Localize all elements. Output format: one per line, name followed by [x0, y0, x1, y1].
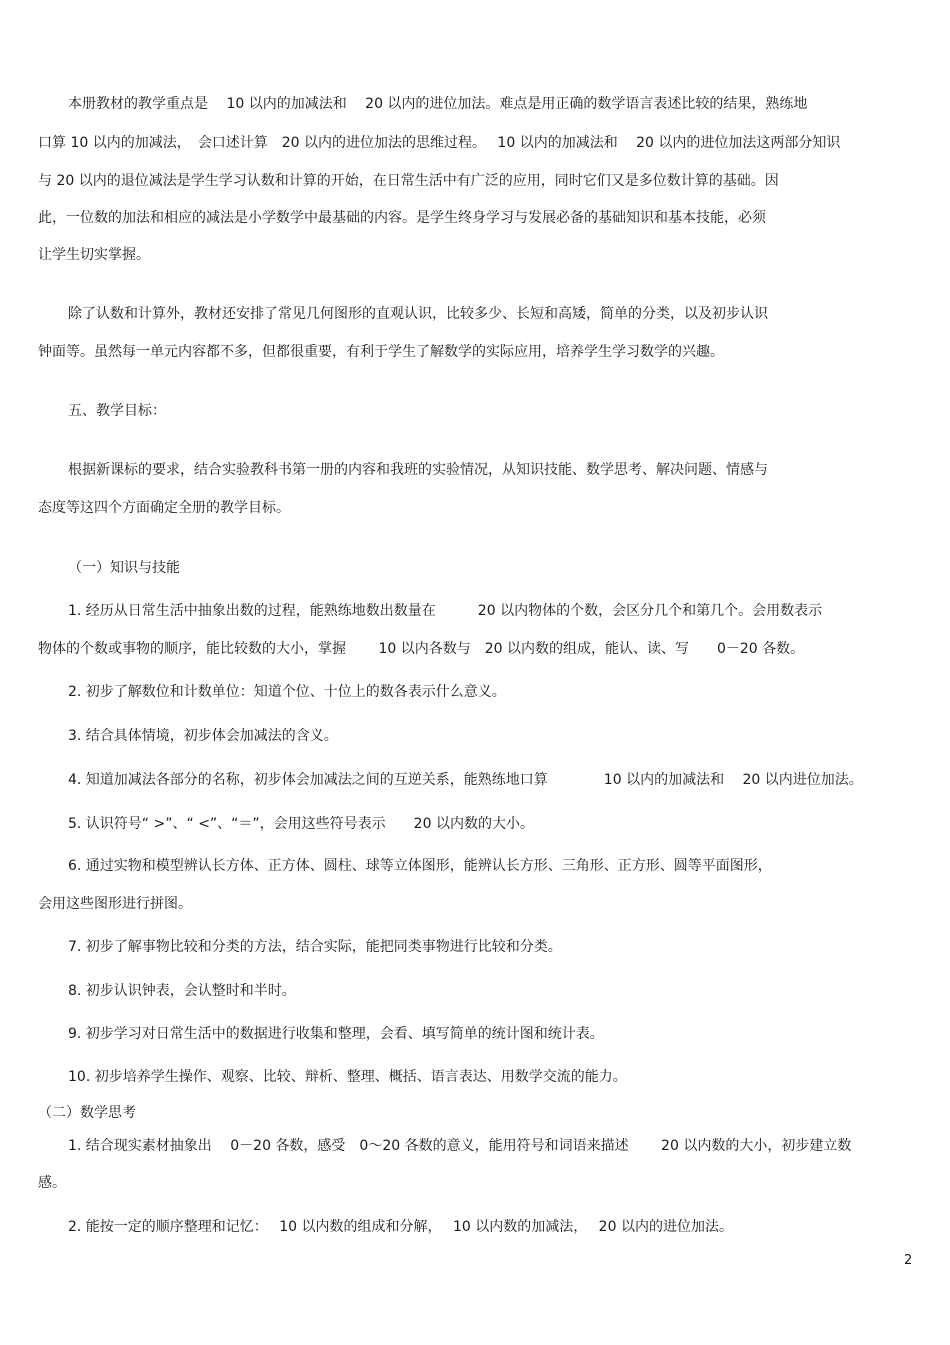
- list-item-continuation: 会用这些图形进行拼图。: [38, 896, 192, 912]
- list-item-continuation: 物体的个数或事物的顺序，能比较数的大小，掌握 10 以内各数与 20 以内数的组成，能认、读、写 0－20 各数。: [38, 641, 805, 657]
- list-item: 8. 初步认识钟表，会认整时和半时。: [68, 983, 296, 999]
- list-item: 9. 初步学习对日常生活中的数据进行收集和整理，会看、填写简单的统计图和统计表。: [68, 1026, 604, 1042]
- paragraph-line: 态度等这四个方面确定全册的教学目标。: [38, 500, 290, 516]
- list-item: 5. 认识符号“ >”、“ <”、“＝”，会用这些符号表示 20 以内数的大小。: [68, 816, 534, 832]
- paragraph-line: 与 20 以内的退位减法是学生学习认数和计算的开始，在日常生活中有广泛的应用，同时它们又是多位数计算的基础。因: [38, 173, 779, 189]
- paragraph-line: 除了认数和计算外，教材还安排了常见几何图形的直观认识，比较多少、长短和高矮，简单的分类，以及初步认识: [68, 306, 768, 322]
- paragraph-line: 口算 10 以内的加减法， 会口述计算 20 以内的进位加法的思维过程。 10 以内的加减法和 20 以内的进位加法这两部分知识: [38, 135, 841, 151]
- subsection-heading: （二）数学思考: [38, 1105, 136, 1121]
- list-item: 1. 结合现实素材抽象出 0－20 各数，感受 0～20 各数的意义，能用符号和词语来描述 20 以内数的大小，初步建立数: [68, 1138, 852, 1154]
- list-item: 10. 初步培养学生操作、观察、比较、辩析、整理、概括、语言表达、用数学交流的能力。: [68, 1069, 627, 1085]
- list-item: 1. 经历从日常生活中抽象出数的过程，能熟练地数出数量在 20 以内物体的个数，会区分几个和第几个。会用数表示: [68, 603, 823, 619]
- paragraph-line: 本册教材的教学重点是 10 以内的加减法和 20 以内的进位加法。难点是用正确的数学语言表述比较的结果，熟练地: [68, 96, 808, 112]
- list-item: 7. 初步了解事物比较和分类的方法，结合实际，能把同类事物进行比较和分类。: [68, 939, 562, 955]
- paragraph-line: 此，一位数的加法和相应的减法是小学数学中最基础的内容。是学生终身学习与发展必备的基础知识和基本技能，必须: [38, 210, 766, 226]
- paragraph-line: 根据新课标的要求，结合实验教科书第一册的内容和我班的实验情况，从知识技能、数学思考、解决问题、情感与: [68, 462, 768, 478]
- section-heading: 五、教学目标：: [68, 403, 166, 419]
- list-item: 4. 知道加减法各部分的名称，初步体会加减法之间的互逆关系，能熟练地口算 10 以内的加减法和 20 以内进位加法。: [68, 772, 863, 788]
- list-item: 3. 结合具体情境，初步体会加减法的含义。: [68, 728, 338, 744]
- subsection-heading: （一）知识与技能: [68, 560, 180, 576]
- page-number: 2: [904, 1253, 913, 1268]
- list-item-continuation: 感。: [38, 1175, 66, 1191]
- list-item: 6. 通过实物和模型辨认长方体、正方体、圆柱、球等立体图形，能辨认长方形、三角形、正方形、圆等平面图形，: [68, 858, 772, 874]
- list-item: 2. 能按一定的顺序整理和记忆： 10 以内数的组成和分解， 10 以内数的加减法， 20 以内的进位加法。: [68, 1219, 733, 1235]
- paragraph-line: 让学生切实掌握。: [38, 247, 150, 263]
- list-item: 2. 初步了解数位和计数单位：知道个位、十位上的数各表示什么意义。: [68, 684, 506, 700]
- paragraph-line: 钟面等。虽然每一单元内容都不多，但都很重要，有利于学生了解数学的实际应用，培养学生学习数学的兴趣。: [38, 344, 724, 360]
